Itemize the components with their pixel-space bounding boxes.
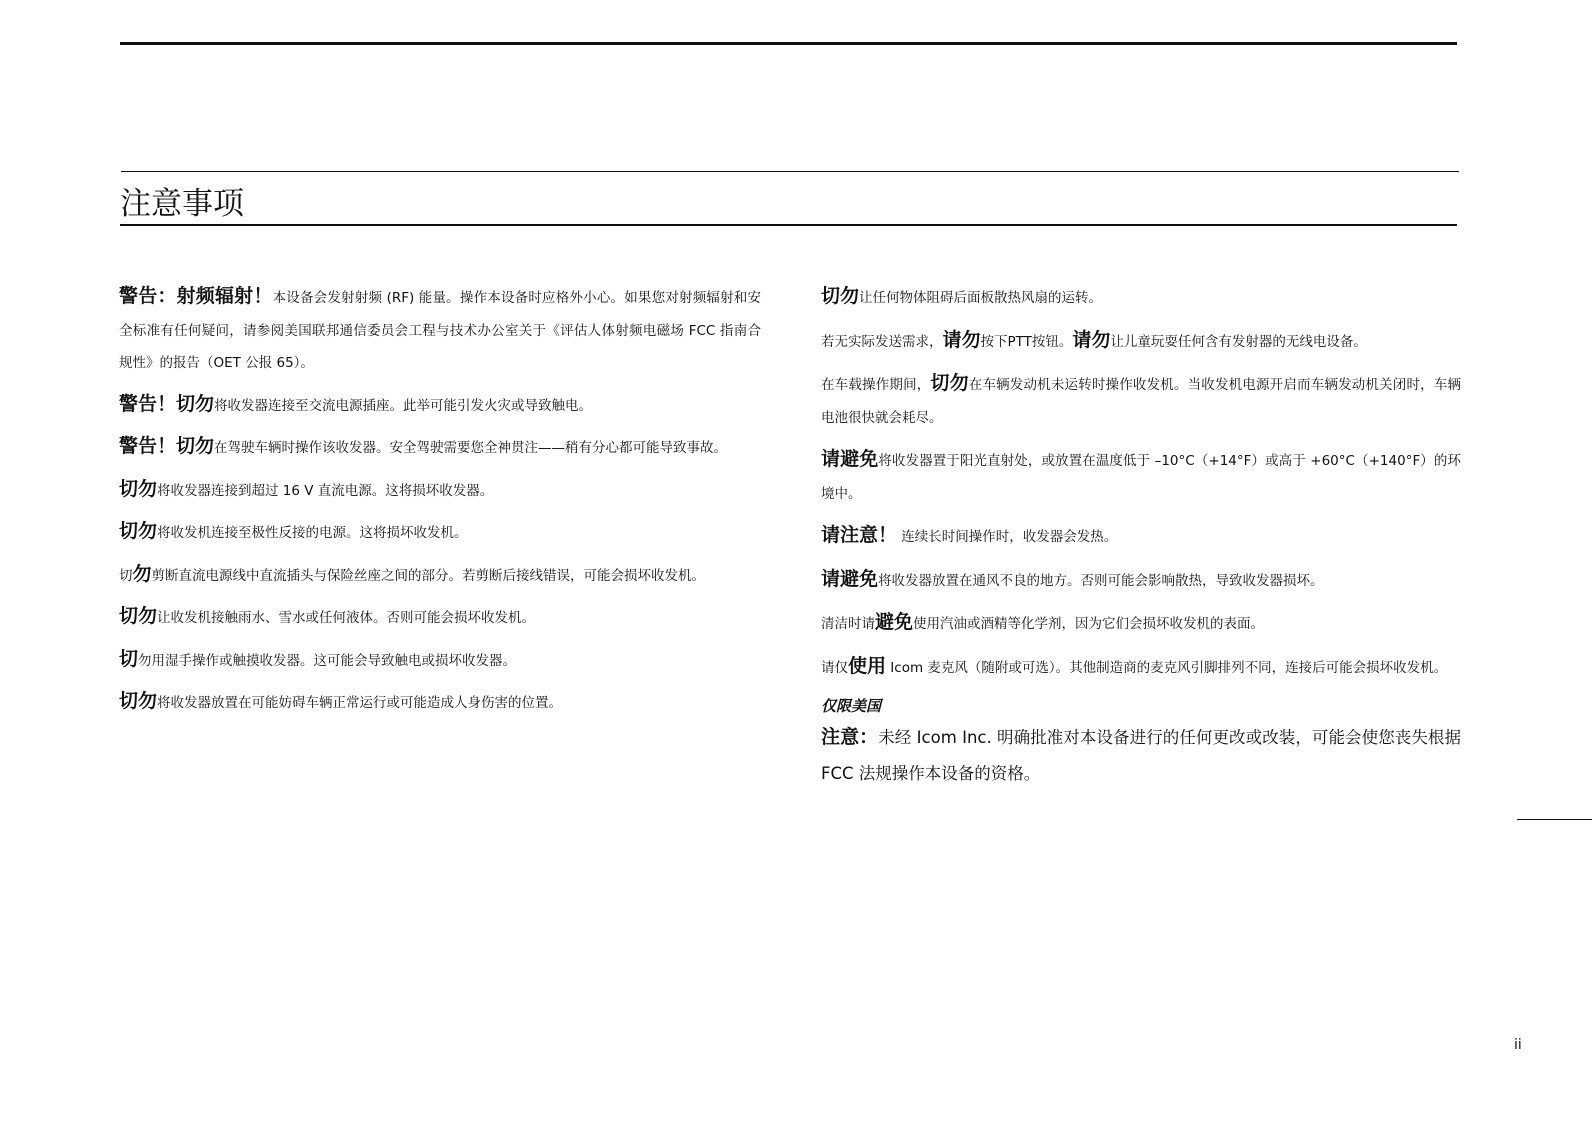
caution-text: 将收发器置于阳光直射处，或放置在温度低于 –10°C（+14°F）或高于 +60°C（+140°F）的环境中。 bbox=[821, 453, 1461, 502]
caution-lead: 请避免 bbox=[821, 448, 879, 470]
caution-ventilation bbox=[821, 563, 1461, 598]
caution-lead: 切勿 bbox=[821, 285, 860, 307]
side-tab-line bbox=[1517, 819, 1592, 820]
warning-ac-outlet bbox=[119, 388, 761, 423]
warning-lead: 警告！切勿 bbox=[119, 435, 215, 457]
caution-lead: 切勿 bbox=[119, 520, 158, 542]
caution-lead: 请避免 bbox=[821, 567, 879, 590]
title-rule-top bbox=[121, 171, 1459, 172]
caution-cleaning bbox=[821, 606, 1461, 641]
caution-liquids bbox=[119, 600, 761, 635]
caution-text: 连续长时间操作时，收发器会发热。 bbox=[897, 529, 1118, 545]
top-rule bbox=[120, 42, 1457, 45]
caution-text: 让任何物体阻碍后面板散热风扇的运转。 bbox=[859, 290, 1103, 306]
caution-text: 将收发器放置在通风不良的地方。否则可能会影响散热，导致收发器损坏。 bbox=[878, 572, 1324, 589]
caution-placement bbox=[119, 685, 761, 720]
caution-pre: 在车载操作期间， bbox=[821, 377, 931, 393]
caution-lead: 避免 bbox=[875, 611, 914, 633]
caution-text: 将收发器放置在可能妨碍车辆正常运行或可能造成人身伤害的位置。 bbox=[157, 695, 563, 711]
warning-rf-exposure bbox=[119, 280, 761, 380]
caution-lead: 请注意！ bbox=[821, 524, 898, 546]
caution-wet-hands bbox=[119, 643, 761, 678]
caution-lead: 切勿 bbox=[930, 372, 969, 394]
us-only-heading: 仅限美国 bbox=[821, 697, 882, 715]
caution-text-2: 让儿童玩耍任何含有发射器的无线电设备。 bbox=[1110, 333, 1367, 350]
caution-text: 勿用湿手操作或触摸收发器。这可能会导致触电或损坏收发器。 bbox=[138, 652, 517, 669]
caution-overvoltage bbox=[119, 473, 761, 508]
caution-pre: 若无实际发送需求， bbox=[821, 333, 943, 350]
caution-text: 让收发机接触雨水、雪水或任何液体。否则可能会损坏收发机。 bbox=[157, 610, 536, 626]
warning-driving bbox=[119, 430, 761, 465]
warning-text: 在驾驶车辆时操作该收发器。安全驾驶需要您全神贯注——稍有分心都可能导致事故。 bbox=[214, 440, 728, 456]
caution-lead: 切勿 bbox=[119, 477, 158, 500]
right-column bbox=[821, 280, 1461, 792]
caution-fan bbox=[821, 280, 1461, 315]
caution-text: 按下PTT按钮。 bbox=[980, 333, 1073, 350]
caution-text: 将收发器连接到超过 16 V 直流电源。这将损坏收发器。 bbox=[157, 482, 494, 499]
caution-ptt bbox=[821, 324, 1461, 359]
caution-text: 使用汽油或酒精等化学剂，因为它们会损坏收发机的表面。 bbox=[913, 616, 1265, 632]
caution-cut-dc-cable bbox=[119, 558, 761, 593]
caution-text: Icom 麦克风（随附或可选）。其他制造商的麦克风引脚排列不同，连接后可能会损坏收发机。 bbox=[886, 659, 1448, 676]
warning-lead: 警告：射频辐射！ bbox=[119, 285, 273, 307]
caution-lead: 切勿 bbox=[119, 690, 158, 712]
caution-lead: 切勿 bbox=[119, 605, 158, 627]
warning-text: 将收发器连接至交流电源插座。此举可能引发火灾或导致触电。 bbox=[214, 397, 593, 414]
caution-lead: 切 bbox=[119, 647, 139, 670]
notice-text: 未经 Icom Inc. 明确批准对本设备进行的任何更改或改装，可能会使您丧失根据 FCC 法规操作本设备的资格。 bbox=[821, 728, 1461, 783]
notice-lead: 注意： bbox=[821, 726, 879, 748]
page-title: 注意事项 bbox=[120, 186, 244, 222]
caution-microphone bbox=[821, 650, 1461, 685]
caution-pre: 请仅 bbox=[821, 659, 848, 676]
caution-text: 剪断直流电源线中直流插头与保险丝座之间的部分。若剪断后接线错误，可能会损坏收发机。 bbox=[151, 567, 706, 584]
left-column bbox=[119, 280, 761, 728]
page-number: ii bbox=[1514, 1037, 1522, 1053]
caution-temperature bbox=[821, 443, 1461, 510]
warning-lead: 警告！切勿 bbox=[119, 392, 215, 415]
caution-vehicle-battery bbox=[821, 367, 1461, 434]
caution-lead: 勿 bbox=[132, 562, 152, 585]
caution-heat bbox=[821, 519, 1461, 554]
title-rule-bottom bbox=[120, 224, 1457, 226]
caution-text: 在车辆发动机未运转时操作收发机。当收发机电源开启而车辆发动机关闭时，车辆电池很快就会耗尽。 bbox=[821, 377, 1461, 426]
caution-lead-2: 请勿 bbox=[1072, 328, 1111, 351]
caution-text: 将收发机连接至极性反接的电源。这将损坏收发机。 bbox=[157, 525, 468, 541]
caution-pre: 清洁时请 bbox=[821, 616, 875, 632]
caution-lead: 请勿 bbox=[942, 328, 981, 351]
caution-pre: 切 bbox=[119, 567, 133, 584]
warning-text: 本设备会发射射频 (RF) 能量。操作本设备时应格外小心。如果您对射频辐射和安全标准有任何疑问，请参阅美国联邦通信委员会工程与技术办公室关于《评估人体射频电磁场 FCC 指南合规性》的报告（OET 公报 65）。 bbox=[119, 290, 761, 371]
caution-reverse-polarity bbox=[119, 515, 761, 550]
fcc-notice bbox=[821, 719, 1461, 792]
caution-lead: 使用 bbox=[848, 654, 887, 677]
